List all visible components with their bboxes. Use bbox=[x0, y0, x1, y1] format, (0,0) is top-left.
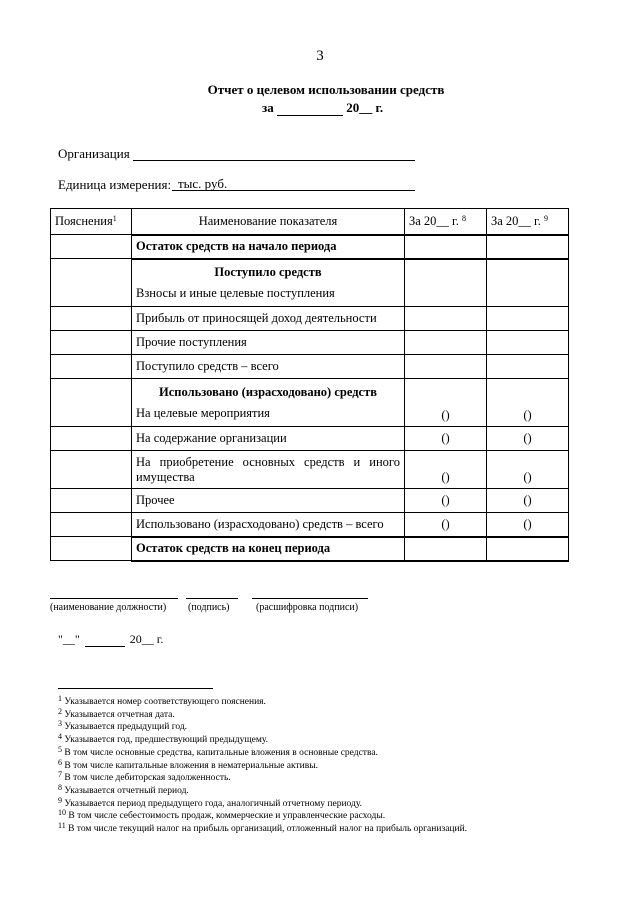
organization-field[interactable] bbox=[133, 147, 415, 161]
table-row bbox=[51, 379, 569, 427]
row-opening-balance: Остаток средств на начало периода bbox=[132, 235, 405, 259]
header-explanations: Пояснения$^1$ bbox=[51, 209, 132, 235]
footnote-divider bbox=[58, 688, 213, 689]
value-paren: () bbox=[487, 513, 569, 537]
footnote-4: $^4$ Указывается год, предшествующий предыдущему. bbox=[58, 732, 269, 746]
row-fixed-assets: На приобретение основных средств и иного имущества bbox=[132, 451, 405, 489]
row-other-expenses: Прочее bbox=[132, 489, 405, 513]
period-blank bbox=[277, 115, 343, 116]
unit-label: Единица измерения: bbox=[58, 177, 172, 192]
period-prefix: за bbox=[262, 100, 274, 115]
unit-field[interactable]: тыс. руб. bbox=[172, 176, 415, 191]
report-table bbox=[50, 208, 569, 562]
report-title: Отчет о целевом использовании средств bbox=[207, 82, 445, 97]
value-paren: () bbox=[405, 427, 487, 451]
value-paren: () bbox=[405, 513, 487, 537]
footnote-9: $^9$ Указывается период предыдущего года, аналогичный отчетному периоду. bbox=[58, 795, 363, 809]
value-paren: () bbox=[487, 427, 569, 451]
table-row bbox=[51, 451, 569, 489]
row-used-heading: Использовано (израсходовано) средств bbox=[159, 384, 377, 399]
table-row bbox=[51, 513, 569, 537]
footnote-7: $^7$ В том числе дебиторская задолженность. bbox=[58, 770, 231, 784]
footnote-3: $^3$ Указывается предыдущий год. bbox=[58, 719, 188, 733]
header-indicator-name: Наименование показателя bbox=[132, 209, 405, 235]
value-paren: () bbox=[487, 451, 569, 489]
date-year: 20__ г. bbox=[129, 632, 164, 646]
table-row bbox=[51, 427, 569, 451]
date-day: "__" bbox=[58, 632, 80, 646]
row-received-heading: Поступило средств bbox=[214, 264, 322, 279]
decoding-caption: (расшифровка подписи) bbox=[256, 602, 359, 613]
header-previous-period: За 20__ г. $^9$ bbox=[487, 209, 569, 235]
report-period bbox=[262, 100, 383, 116]
table-row bbox=[51, 235, 569, 259]
row-used-total: Использовано (израсходовано) средств – всего bbox=[132, 513, 405, 537]
value-paren: () bbox=[487, 379, 569, 427]
position-caption: (наименование должности) bbox=[50, 602, 167, 613]
value-paren: () bbox=[405, 489, 487, 513]
row-profit-income-activity: Прибыль от приносящей доход деятельности bbox=[132, 307, 405, 331]
footnote-11: $^{11}$ В том числе текущий налог на прибыль организаций, отложенный налог на прибыль организаций. bbox=[58, 821, 468, 834]
table-row bbox=[51, 259, 569, 307]
footnote-2: $^2$ Указывается отчетная дата. bbox=[58, 706, 175, 720]
row-closing-balance: Остаток средств на конец периода bbox=[132, 537, 405, 561]
organization-label: Организация bbox=[58, 146, 130, 161]
row-received-total: Поступило средств – всего bbox=[132, 355, 405, 379]
table-header-row bbox=[51, 209, 569, 235]
table-row bbox=[51, 307, 569, 331]
footnote-5: $^5$ В том числе основные средства, капитальные вложения в основные средства. bbox=[58, 744, 378, 758]
value-paren: () bbox=[487, 489, 569, 513]
date-month-blank[interactable] bbox=[85, 646, 125, 647]
value-paren: () bbox=[405, 379, 487, 427]
row-received-group bbox=[132, 259, 405, 307]
table-row bbox=[51, 355, 569, 379]
footnote-6: $^6$ В том числе капитальные вложения в нематериальные активы. bbox=[58, 757, 318, 771]
row-organization-upkeep: На содержание организации bbox=[132, 427, 405, 451]
footnote-8: $^8$ Указывается отчетный период. bbox=[58, 782, 189, 796]
table-row bbox=[51, 331, 569, 355]
decoding-line[interactable] bbox=[252, 598, 368, 599]
footnote-10: $^{10}$ В том числе себестоимость продаж, коммерческие и управленческие расходы. bbox=[58, 808, 386, 822]
row-targeted-events: На целевые мероприятия bbox=[136, 405, 270, 420]
signature-caption: (подпись) bbox=[188, 602, 230, 613]
value-paren: () bbox=[405, 451, 487, 489]
header-current-period: За 20__ г. $^8$ bbox=[405, 209, 487, 235]
position-line[interactable] bbox=[50, 598, 178, 599]
period-year: 20__ г. bbox=[346, 100, 384, 115]
row-used-group bbox=[132, 379, 405, 427]
page-number: 3 bbox=[316, 48, 324, 64]
table-row bbox=[51, 537, 569, 561]
table-row bbox=[51, 489, 569, 513]
row-other-receipts: Прочие поступления bbox=[132, 331, 405, 355]
row-contributions: Взносы и иные целевые поступления bbox=[136, 285, 335, 300]
signature-line[interactable] bbox=[186, 598, 238, 599]
signing-date bbox=[58, 632, 163, 647]
footnote-1: $^1$ Указывается номер соответствующего пояснения. bbox=[58, 694, 266, 707]
